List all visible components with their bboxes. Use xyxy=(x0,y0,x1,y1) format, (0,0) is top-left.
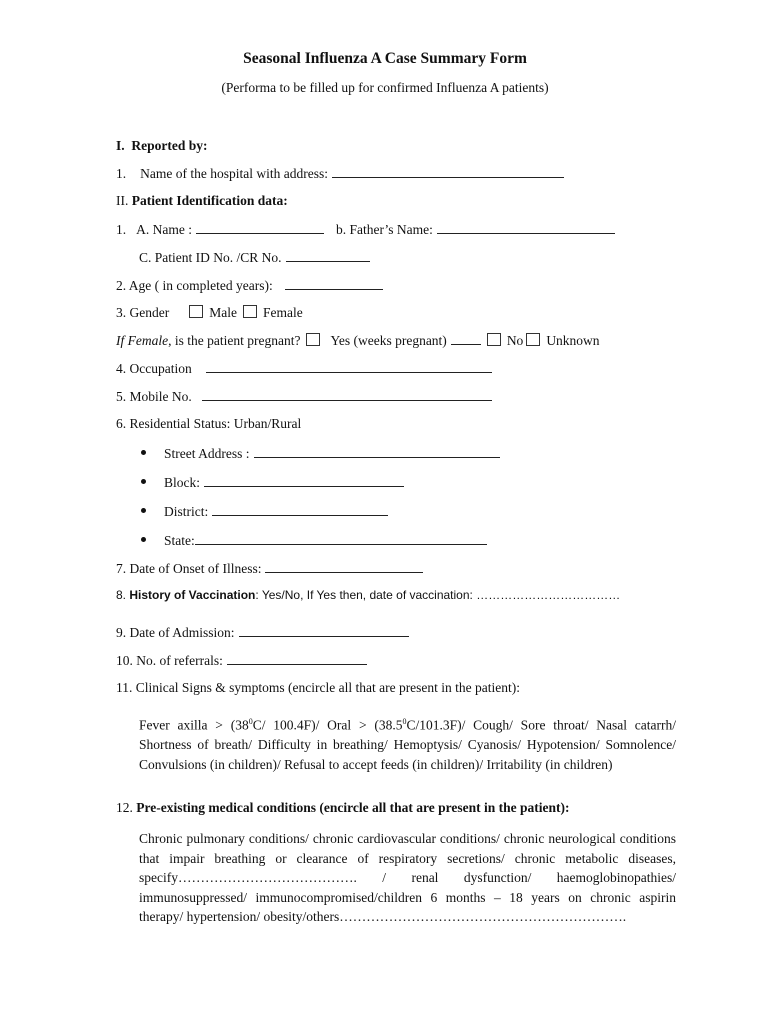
referrals-field: 10. No. of referrals: xyxy=(116,652,367,669)
patient-id-input[interactable] xyxy=(286,249,370,262)
address-block: Block: xyxy=(141,474,404,491)
page-title: Seasonal Influenza A Case Summary Form xyxy=(243,50,527,67)
name-field: 1. A. Name : b. Father’s Name: xyxy=(116,221,615,238)
mobile-field: 5. Mobile No. xyxy=(116,388,492,405)
bullet-icon xyxy=(141,537,146,542)
occupation-field: 4. Occupation xyxy=(116,360,492,377)
address-street: Street Address : xyxy=(141,445,500,462)
admission-field: 9. Date of Admission: xyxy=(116,624,409,641)
section-patient-identification: II. Patient Identification data: xyxy=(116,193,288,208)
preexisting-heading: 12. Pre-existing medical conditions (encircle all that are present in the patient): xyxy=(116,800,570,815)
district-input[interactable] xyxy=(212,503,388,516)
age-field: 2. Age ( in completed years): xyxy=(116,277,383,294)
pregnant-yes-checkbox[interactable] xyxy=(487,333,501,346)
street-input[interactable] xyxy=(254,445,500,458)
bullet-icon xyxy=(141,479,146,484)
pregnancy-field: If Female, is the patient pregnant? Yes (weeks pregnant) No Unknown xyxy=(116,333,600,348)
preexisting-text: Chronic pulmonary conditions/ chronic cardiovascular conditions/ chronic neurological conditions that impair breathing or clearance of respiratory secretions/ chronic metabolic diseases, specify…………………………………. / renal dysfunction/ haemoglobinopathies/ immunosuppressed/ immunocompromised/children 6 months – 18 years on chronic aspirin therapy/ hypertension/ obesity/others………………………………………………………. xyxy=(139,831,676,924)
pregnant-no-checkbox[interactable] xyxy=(526,333,540,346)
weeks-pregnant-input[interactable] xyxy=(451,332,481,345)
bullet-icon xyxy=(141,450,146,455)
admission-input[interactable] xyxy=(239,624,409,637)
referrals-input[interactable] xyxy=(227,652,367,665)
female-checkbox[interactable] xyxy=(243,305,257,318)
bullet-icon xyxy=(141,508,146,513)
address-state: State: xyxy=(141,532,487,549)
father-name-input[interactable] xyxy=(437,221,615,234)
onset-field: 7. Date of Onset of Illness: xyxy=(116,560,423,577)
male-checkbox[interactable] xyxy=(189,305,203,318)
pregnant-checkbox[interactable] xyxy=(306,333,320,346)
address-district: District: xyxy=(141,503,388,520)
block-input[interactable] xyxy=(204,474,404,487)
hospital-input[interactable] xyxy=(332,165,564,178)
gender-field: 3. Gender Male Female xyxy=(116,305,303,320)
vaccination-field: 8. History of Vaccination: Yes/No, If Yes then, date of vaccination: ……………………………… xyxy=(116,588,621,602)
section-reported-by: I. Reported by: xyxy=(116,138,208,153)
name-input[interactable] xyxy=(196,221,324,234)
onset-input[interactable] xyxy=(265,560,423,573)
clinical-signs-heading: 11. Clinical Signs & symptoms (encircle all that are present in the patient): xyxy=(116,680,521,695)
clinical-signs-text: Fever axilla > ($38^0C/$ 100.4F)/ Oral > $(38.5^0C/101.3F)/$ Cough/ Sore throat/ Nasal catarrh/ Shortness of breath/ Difficulty in breathing/ Hemoptysis/ Cyanosis/ Hypotension/ Somnolence/ Convulsions (in children)/ Refusal to accept feeds (in children)/ Irritability (in children) xyxy=(139,717,676,772)
mobile-input[interactable] xyxy=(202,388,492,401)
residential-status: 6. Residential Status: Urban/Rural xyxy=(116,416,302,431)
hospital-field: 1. Name of the hospital with address: xyxy=(116,165,564,182)
age-input[interactable] xyxy=(285,277,383,290)
page-subtitle: (Performa to be filled up for confirmed Influenza A patients) xyxy=(221,80,549,95)
patient-id-field: C. Patient ID No. /CR No. xyxy=(139,249,370,266)
occupation-input[interactable] xyxy=(206,360,492,373)
state-input[interactable] xyxy=(195,532,487,545)
